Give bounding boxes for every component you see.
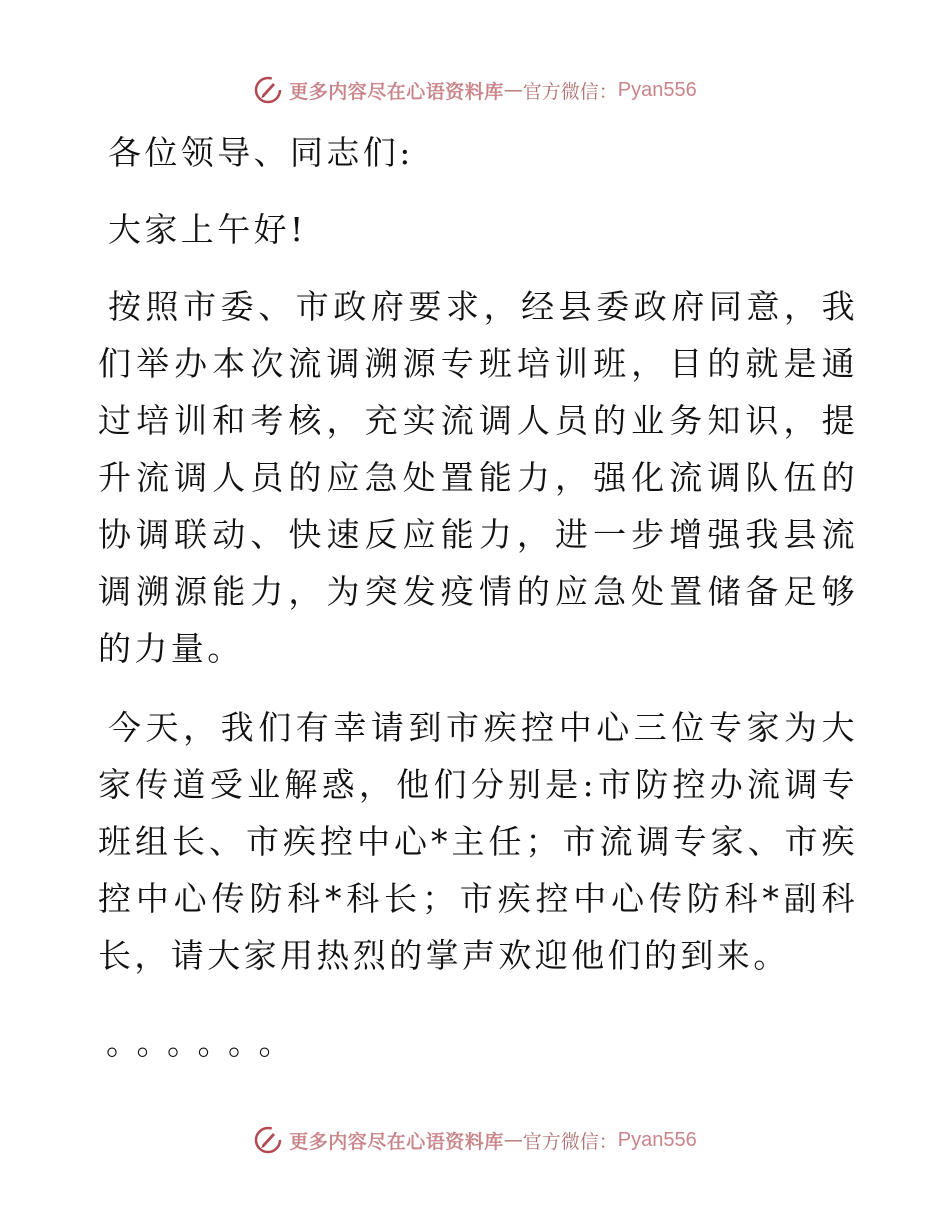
watermark-separator: — <box>503 1129 523 1151</box>
watermark-brand: 更多内容尽在心语资料库 <box>289 1130 504 1153</box>
watermark-wechat-id: Pyan556 <box>617 1128 697 1151</box>
watermark-subtitle: 官方微信： <box>522 80 618 103</box>
header-watermark <box>0 72 950 108</box>
footer-watermark <box>0 1122 950 1158</box>
ellipsis: 。。。。。。 <box>106 1023 306 1062</box>
greeting: 大家上午好! <box>108 210 307 249</box>
watermark-brand: 更多内容尽在心语资料库 <box>289 80 504 103</box>
quill-swirl-logo-icon <box>253 75 283 105</box>
document-body <box>98 124 858 1071</box>
quill-swirl-logo-icon <box>253 1125 283 1155</box>
watermark-separator: — <box>503 79 523 101</box>
paragraph-2: 今天，我们有幸请到市疾控中心三位专家为大家传道受业解惑，他们分别是:市防控办流调专班组长、市疾控中心*主任；市流调专家、市疾控中心传防科*科长；市疾控中心传防科*副科长，请大家用热烈的掌声欢迎他们的到来。 <box>98 708 858 975</box>
watermark-subtitle: 官方微信： <box>522 1130 618 1153</box>
salutation: 各位领导、同志们: <box>108 133 414 172</box>
paragraph-1: 按照市委、市政府要求，经县委政府同意，我们举办本次流调溯源专班培训班，目的就是通过培训和考核，充实流调人员的业务知识，提升流调人员的应急处置能力，强化流调队伍的协调联动、快速反应能力，进一步增强我县流调溯源能力，为突发疫情的应急处置储备足够的力量。 <box>98 287 858 668</box>
watermark-wechat-id: Pyan556 <box>617 78 697 101</box>
